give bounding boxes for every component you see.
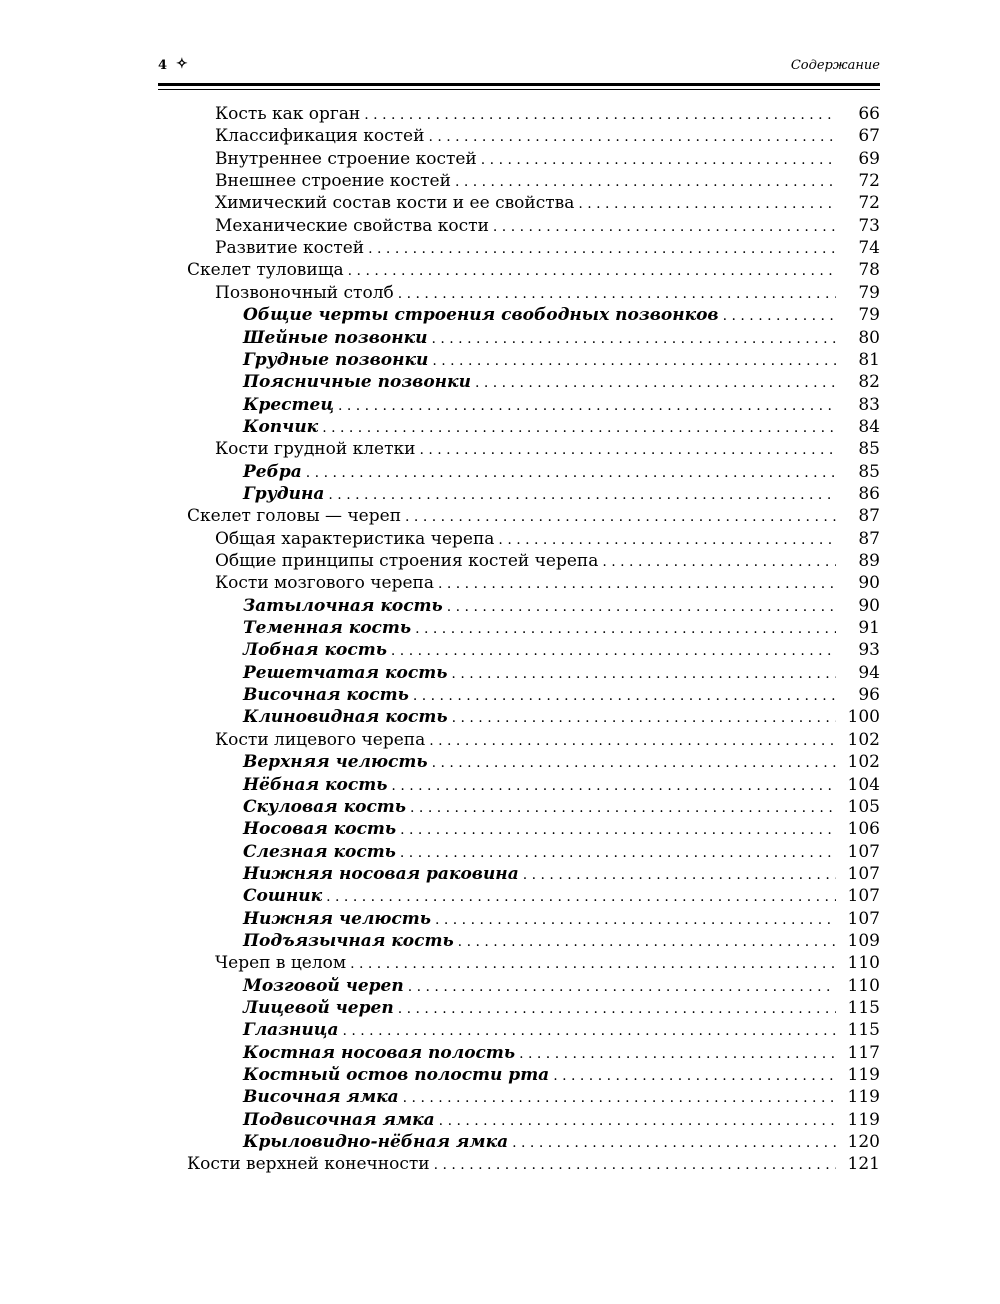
toc-entry-title: Крестец [243, 394, 334, 415]
toc-entry-title: Носовая кость [243, 819, 397, 840]
toc-entry[interactable] [243, 796, 880, 818]
toc-entry[interactable] [215, 438, 880, 460]
toc-entry-page: 105 [847, 796, 880, 817]
toc-entry-page: 90 [858, 595, 880, 616]
toc-entry-page: 91 [858, 618, 880, 639]
toc-entry-title: Решетчатая кость [243, 662, 448, 683]
toc-entry-title: Общие черты строения свободных позвонков [243, 305, 719, 326]
dot-leader [439, 1110, 836, 1132]
dot-leader [328, 484, 836, 506]
toc-entry-page: 107 [847, 841, 880, 862]
dot-leader [405, 506, 836, 528]
toc-entry-page: 81 [858, 349, 880, 370]
toc-entry-title: Верхняя челюсть [243, 752, 428, 773]
ornament-icon: ✧ [176, 56, 188, 72]
toc-entry-title: Костный остов полости рта [243, 1065, 550, 1086]
toc-entry[interactable] [243, 930, 880, 952]
toc-entry[interactable] [187, 259, 880, 281]
dot-leader [431, 328, 836, 350]
toc-entry-title: Затылочная кость [243, 595, 443, 616]
toc-entry[interactable] [243, 595, 880, 617]
toc-entry-page: 110 [847, 953, 880, 974]
toc-entry[interactable] [243, 304, 880, 326]
dot-leader [553, 1065, 836, 1087]
dot-leader [338, 395, 836, 417]
toc-entry[interactable] [215, 282, 880, 304]
dot-leader [493, 216, 836, 238]
toc-entry-page: 80 [858, 327, 880, 348]
dot-leader [391, 640, 836, 662]
toc-entry-page: 72 [858, 171, 880, 192]
dot-leader [398, 283, 836, 305]
toc-entry-page: 115 [847, 998, 880, 1018]
toc-entry-title: Копчик [243, 416, 319, 437]
dot-leader [428, 126, 836, 148]
toc-entry[interactable] [215, 952, 880, 974]
dot-leader [398, 998, 836, 1020]
dot-leader [429, 730, 836, 752]
toc-entry-title: Кость как орган [215, 104, 361, 124]
toc-entry[interactable] [243, 617, 880, 639]
toc-entry-title: Развитие костей [215, 238, 365, 259]
toc-entry-title: Ребра [243, 461, 302, 482]
dot-leader [432, 350, 836, 372]
toc-entry[interactable] [243, 483, 880, 505]
toc-entry-title: Костная носовая полость [243, 1042, 516, 1063]
toc-entry[interactable] [215, 125, 880, 147]
dot-leader [434, 1154, 836, 1176]
toc-entry[interactable] [243, 841, 880, 863]
toc-entry[interactable] [215, 237, 880, 259]
toc-entry-title: Височная кость [243, 685, 409, 706]
dot-leader [342, 1020, 836, 1042]
toc-entry[interactable] [187, 505, 880, 527]
toc-entry[interactable] [215, 103, 880, 125]
toc-entry-title: Внутреннее строение костей [215, 148, 477, 169]
dot-leader [475, 372, 836, 394]
toc-entry[interactable] [243, 394, 880, 416]
dot-leader [391, 775, 836, 797]
toc-entry[interactable] [243, 416, 880, 438]
toc-entry-page: 102 [847, 729, 880, 750]
dot-leader [306, 462, 836, 484]
toc-entry-page: 109 [847, 930, 880, 951]
toc-entry-page: 120 [847, 1132, 880, 1153]
toc-entry-title: Подъязычная кость [243, 930, 454, 951]
dot-leader [408, 976, 836, 998]
toc-entry-title: Кости мозгового черепа [215, 573, 434, 594]
toc-entry-page: 115 [847, 1020, 880, 1041]
toc-entry-title: Мозговой череп [243, 975, 404, 996]
toc-entry-title: Глазница [243, 1020, 339, 1041]
toc-entry-page: 73 [858, 215, 880, 236]
toc-entry[interactable] [215, 170, 880, 192]
toc-entry-page: 74 [858, 238, 880, 259]
toc-entry[interactable] [243, 684, 880, 706]
toc-entry[interactable] [243, 371, 880, 393]
toc-entry-page: 84 [858, 416, 880, 437]
dot-leader [432, 752, 836, 774]
toc-entry[interactable] [215, 572, 880, 594]
toc-entry-page: 110 [847, 975, 880, 996]
toc-entry-title: Общие принципы строения костей черепа [215, 551, 599, 571]
dot-leader [455, 171, 836, 193]
toc-entry-page: 66 [858, 104, 880, 124]
toc-entry-title: Кости верхней конечности [187, 1154, 430, 1175]
dot-leader [447, 596, 836, 618]
toc-entry[interactable] [243, 774, 880, 796]
toc-entry-page: 85 [858, 461, 880, 482]
dot-leader [364, 104, 836, 126]
toc-entry[interactable] [243, 863, 880, 885]
dot-leader [410, 797, 836, 819]
toc-entry[interactable] [243, 706, 880, 728]
toc-entry-title: Череп в целом [215, 953, 347, 974]
toc-entry-page: 82 [858, 372, 880, 393]
dot-leader [458, 931, 836, 953]
dot-leader [413, 685, 836, 707]
toc-entry-page: 94 [858, 662, 880, 683]
running-title: Содержание [790, 58, 880, 73]
toc-entry-page: 117 [847, 1042, 880, 1063]
toc-entry-page: 106 [847, 819, 880, 840]
toc-entry-page: 67 [858, 126, 880, 147]
toc-entry-page: 69 [858, 148, 880, 169]
toc-entry-page: 79 [858, 305, 880, 326]
dot-leader [519, 1043, 836, 1065]
toc-entry-title: Механические свойства кости [215, 215, 489, 236]
toc-entry-title: Общая характеристика черепа [215, 528, 495, 549]
toc-entry-title: Поясничные позвонки [243, 372, 471, 393]
toc-entry[interactable] [215, 528, 880, 550]
toc-entry-title: Лицевой череп [243, 998, 394, 1018]
toc-entry[interactable] [243, 908, 880, 930]
toc-entry-title: Нёбная кость [243, 774, 388, 795]
toc-entry-title: Позвоночный столб [215, 282, 394, 303]
toc-entry[interactable] [243, 327, 880, 349]
toc-entry-title: Теменная кость [243, 618, 412, 639]
toc-entry-page: 90 [858, 573, 880, 594]
dot-leader [322, 417, 836, 439]
toc-entry-page: 86 [858, 483, 880, 504]
toc-entry-title: Шейные позвонки [243, 327, 428, 348]
toc-entry[interactable] [243, 975, 880, 997]
dot-leader [438, 573, 836, 595]
dot-leader [523, 864, 836, 886]
toc-entry[interactable] [243, 349, 880, 371]
toc-entry-page: 79 [858, 282, 880, 303]
toc-entry-title: Кости грудной клетки [215, 439, 416, 460]
toc-entry-page: 102 [847, 752, 880, 773]
toc-entry-page: 107 [847, 886, 880, 907]
toc-entry-title: Классификация костей [215, 126, 425, 147]
toc-entry-title: Скелет головы — череп [187, 506, 402, 527]
toc-entry-title: Скелет туловища [187, 260, 344, 281]
toc-entry-title: Подвисочная ямка [243, 1109, 435, 1130]
toc-entry[interactable] [243, 751, 880, 773]
toc-entry-page: 121 [847, 1154, 880, 1175]
toc-entry-page: 83 [858, 394, 880, 415]
toc-entry[interactable] [243, 1086, 880, 1108]
dot-leader [326, 886, 836, 908]
toc-entry-page: 87 [858, 528, 880, 549]
toc-entry-title: Крыловидно-нёбная ямка [243, 1132, 509, 1153]
dot-leader [451, 663, 836, 685]
toc-entry-title: Клиновидная кость [243, 707, 448, 728]
page-header [158, 56, 880, 78]
toc-entry[interactable] [243, 1019, 880, 1041]
toc-entry-title: Скуловая кость [243, 796, 407, 817]
header-rule-thin [158, 89, 880, 90]
toc-entry[interactable] [215, 148, 880, 170]
toc-entry-title: Грудные позвонки [243, 349, 429, 370]
toc-entry-title: Слезная кость [243, 841, 396, 862]
toc-entry[interactable] [243, 1131, 880, 1153]
toc-entry[interactable] [215, 729, 880, 751]
dot-leader [350, 953, 836, 975]
toc-entry[interactable] [243, 461, 880, 483]
toc-entry-page: 104 [847, 774, 880, 795]
toc-entry-title: Химический состав кости и ее свойства [215, 193, 575, 214]
toc-entry-title: Височная ямка [243, 1087, 399, 1108]
toc-entry-page: 119 [847, 1087, 880, 1108]
toc-entry-page: 119 [847, 1109, 880, 1130]
toc-entry-title: Кости лицевого черепа [215, 729, 426, 750]
dot-leader [419, 439, 836, 461]
toc-entry[interactable] [243, 885, 880, 907]
toc-entry-title: Лобная кость [243, 640, 387, 661]
dot-leader [481, 149, 836, 171]
toc-entry-page: 96 [858, 685, 880, 706]
toc-entry-title: Нижняя челюсть [243, 908, 431, 929]
toc-entry-page: 100 [847, 707, 880, 728]
toc-entry-page: 107 [847, 908, 880, 929]
toc-entry[interactable] [243, 1109, 880, 1131]
toc-entry-page: 119 [847, 1065, 880, 1086]
toc-entry-page: 107 [847, 863, 880, 884]
toc-entry[interactable] [243, 1064, 880, 1086]
dot-leader [435, 909, 836, 931]
dot-leader [578, 193, 836, 215]
page-number: 4 [158, 58, 168, 73]
toc-entry[interactable] [243, 997, 880, 1019]
dot-leader [602, 551, 836, 573]
toc-entry[interactable] [243, 639, 880, 661]
toc-entry-title: Внешнее строение костей [215, 171, 451, 192]
toc-entry-page: 85 [858, 439, 880, 460]
dot-leader [498, 529, 836, 551]
dot-leader [348, 260, 836, 282]
toc-entry-page: 87 [858, 506, 880, 527]
toc-entry[interactable] [215, 550, 880, 572]
toc-entry-title: Нижняя носовая раковина [243, 863, 519, 884]
dot-leader [400, 819, 836, 841]
toc-entry-title: Грудина [243, 483, 325, 504]
dot-leader [415, 618, 836, 640]
toc-entry[interactable] [243, 1042, 880, 1064]
toc-entry[interactable] [215, 192, 880, 214]
dot-leader [512, 1132, 836, 1154]
dot-leader [400, 842, 836, 864]
dot-leader [403, 1087, 836, 1109]
toc-entry-page: 89 [858, 551, 880, 571]
dot-leader [368, 238, 836, 260]
toc-entry[interactable] [243, 818, 880, 840]
dot-leader [723, 305, 836, 327]
toc-entry-page: 72 [858, 193, 880, 214]
header-rule-thick [158, 83, 880, 86]
toc-entry[interactable] [187, 1153, 880, 1175]
dot-leader [452, 707, 836, 729]
toc-entry[interactable] [243, 662, 880, 684]
toc-entry-page: 93 [858, 640, 880, 661]
toc-entry-page: 78 [858, 260, 880, 281]
toc-entry-title: Сошник [243, 886, 323, 907]
toc-entry[interactable] [215, 215, 880, 237]
